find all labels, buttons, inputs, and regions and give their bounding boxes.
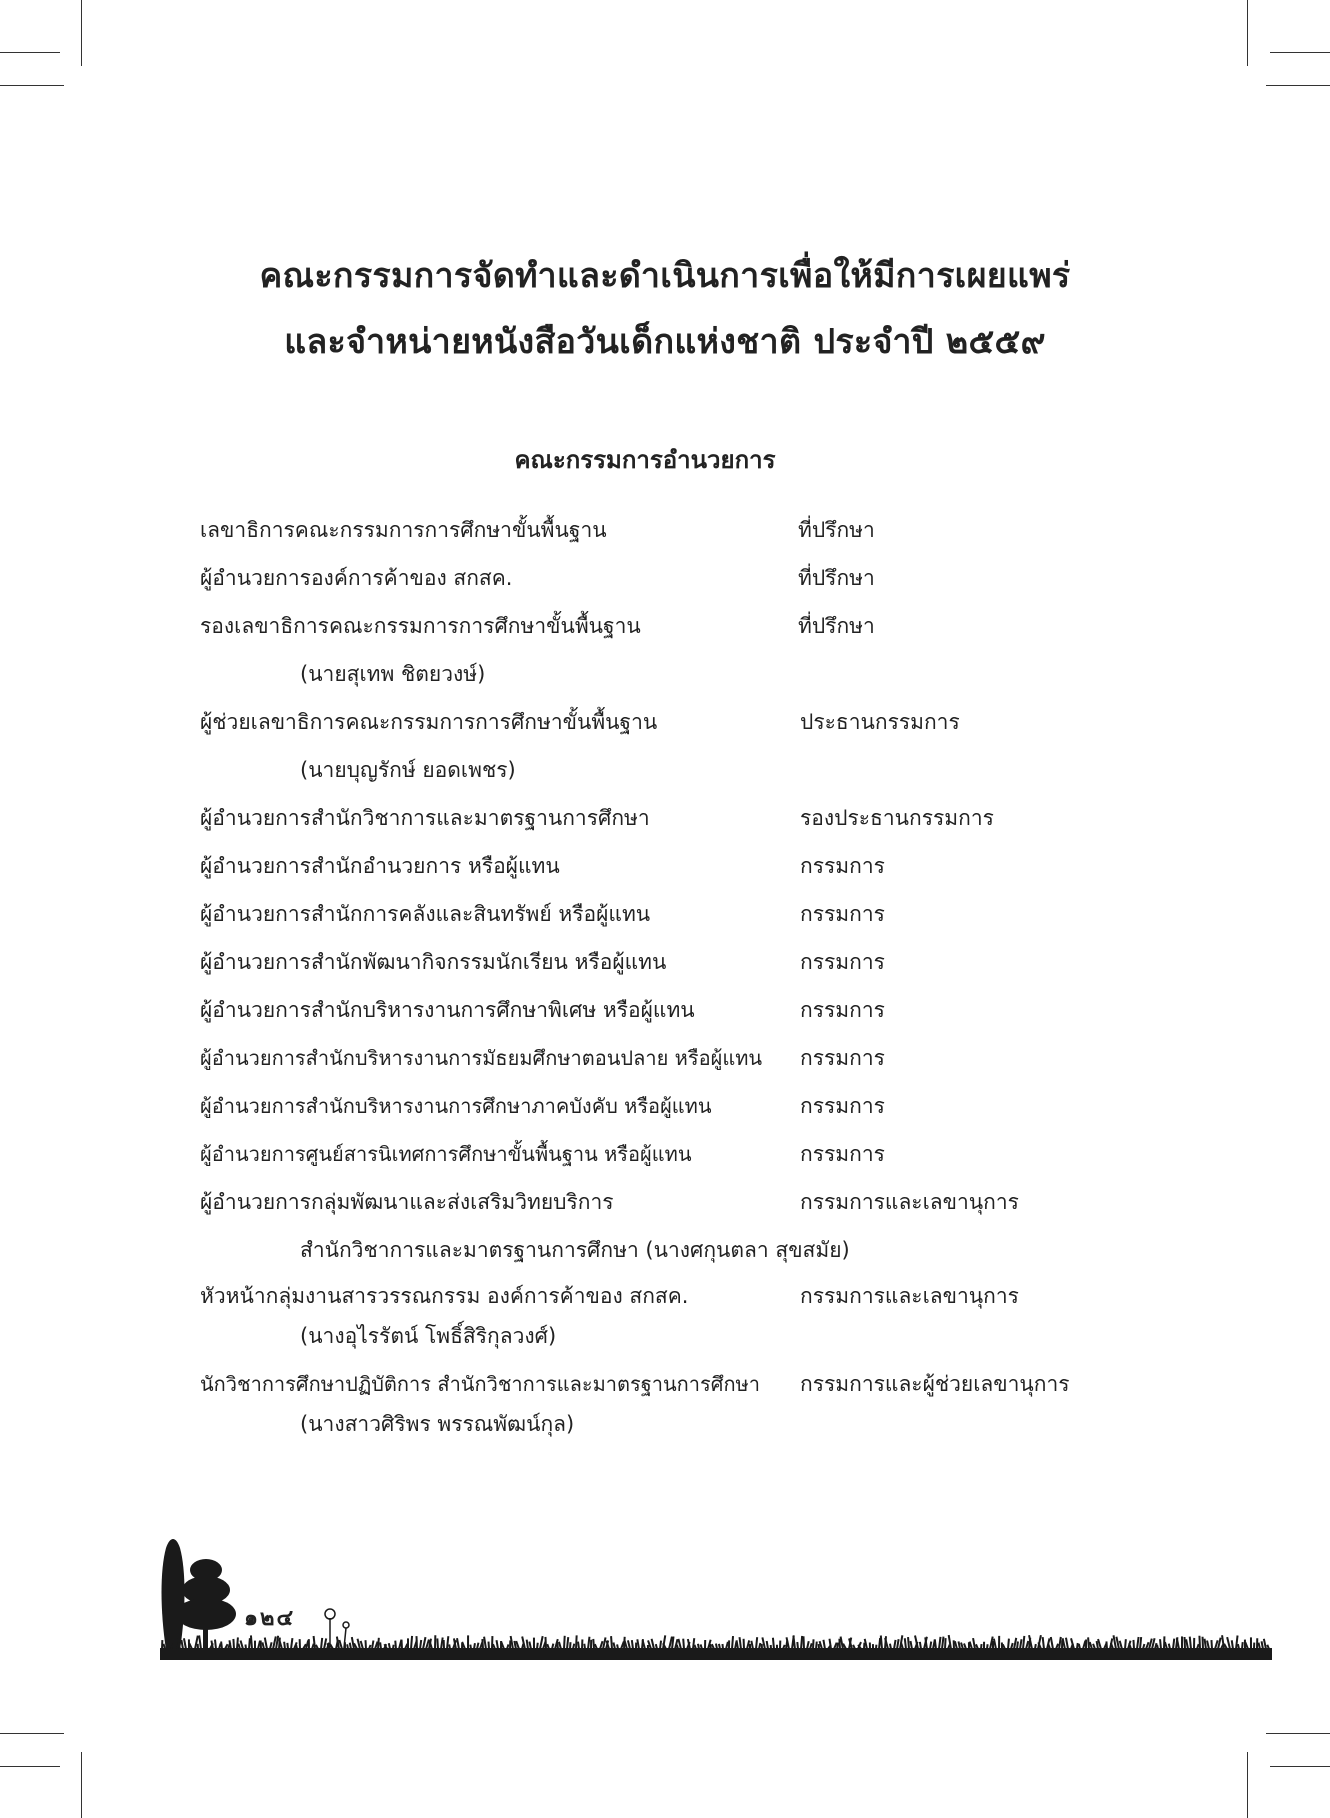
committee-position: ผู้อำนวยการสำนักบริหารงานการศึกษาภาคบังคับ หรือผู้แทน [200, 1094, 712, 1118]
committee-role: ที่ปรึกษา [798, 614, 875, 638]
committee-role: กรรมการ [800, 902, 885, 926]
committee-position: ผู้อำนวยการศูนย์สารนิเทศการศึกษาขั้นพื้นฐาน หรือผู้แทน [200, 1142, 692, 1166]
committee-role: กรรมการ [800, 998, 885, 1022]
committee-person-name: (นางสาวศิริพร พรรณพัฒน์กุล) [300, 1412, 575, 1436]
committee-person-name: (นางอุไรรัตน์ โพธิ์สิริกุลวงศ์) [300, 1324, 557, 1348]
committee-position: รองเลขาธิการคณะกรรมการการศึกษาขั้นพื้นฐาน [200, 614, 641, 638]
page-title-line-1: คณะกรรมการจัดทำและดำเนินการเพื่อให้มีการเผยแพร่ [259, 256, 1071, 296]
committee-role: กรรมการและผู้ช่วยเลขานุการ [800, 1372, 1070, 1396]
committee-position: ผู้อำนวยการสำนักอำนวยการ หรือผู้แทน [200, 854, 560, 878]
committee-position: นักวิชาการศึกษาปฏิบัติการ สำนักวิชาการและมาตรฐานการศึกษา [200, 1372, 760, 1396]
committee-person-name: (นายสุเทพ ชิตยวงษ์) [300, 662, 486, 686]
committee-position: ผู้อำนวยการกลุ่มพัฒนาและส่งเสริมวิทยบริการ [200, 1190, 614, 1214]
committee-position: ผู้อำนวยการสำนักพัฒนากิจกรรมนักเรียน หรือผู้แทน [200, 950, 667, 974]
committee-person-name: สำนักวิชาการและมาตรฐานการศึกษา (นางศกุนตลา สุขสมัย) [300, 1238, 850, 1262]
committee-position: ผู้อำนวยการสำนักบริหารงานการมัธยมศึกษาตอนปลาย หรือผู้แทน [200, 1046, 763, 1070]
committee-role: กรรมการ [800, 1142, 885, 1166]
committee-role: กรรมการ [800, 1094, 885, 1118]
page-number: ๑๒๔ [244, 1606, 296, 1631]
committee-position: ผู้อำนวยการสำนักการคลังและสินทรัพย์ หรือผู้แทน [200, 902, 651, 926]
committee-role: กรรมการ [800, 854, 885, 878]
committee-role: กรรมการและเลขานุการ [800, 1284, 1019, 1308]
committee-position: ผู้ช่วยเลขาธิการคณะกรรมการการศึกษาขั้นพื้นฐาน [200, 710, 658, 734]
committee-role: กรรมการและเลขานุการ [800, 1190, 1019, 1214]
committee-role: ที่ปรึกษา [798, 566, 875, 590]
committee-position: ผู้อำนวยการองค์การค้าของ สกสค. [200, 566, 513, 590]
committee-position: ผู้อำนวยการสำนักวิชาการและมาตรฐานการศึกษา [200, 806, 650, 830]
page-title-line-2: และจำหน่ายหนังสือวันเด็กแห่งชาติ ประจำปี ๒๕๕๙ [284, 322, 1046, 362]
committee-role: ที่ปรึกษา [798, 518, 875, 542]
committee-position: หัวหน้ากลุ่มงานสารวรรณกรรม องค์การค้าของ สกสค. [200, 1284, 689, 1308]
committee-role: กรรมการ [800, 950, 885, 974]
committee-person-name: (นายบุญรักษ์ ยอดเพชร) [300, 758, 516, 782]
committee-role: ประธานกรรมการ [800, 710, 960, 734]
committee-position: เลขาธิการคณะกรรมการการศึกษาขั้นพื้นฐาน [200, 518, 607, 542]
committee-position: ผู้อำนวยการสำนักบริหารงานการศึกษาพิเศษ หรือผู้แทน [200, 998, 695, 1022]
section-title: คณะกรรมการอำนวยการ [514, 446, 776, 474]
committee-role: รองประธานกรรมการ [800, 806, 994, 830]
grass-blades [162, 1635, 1269, 1649]
committee-role: กรรมการ [800, 1046, 885, 1070]
